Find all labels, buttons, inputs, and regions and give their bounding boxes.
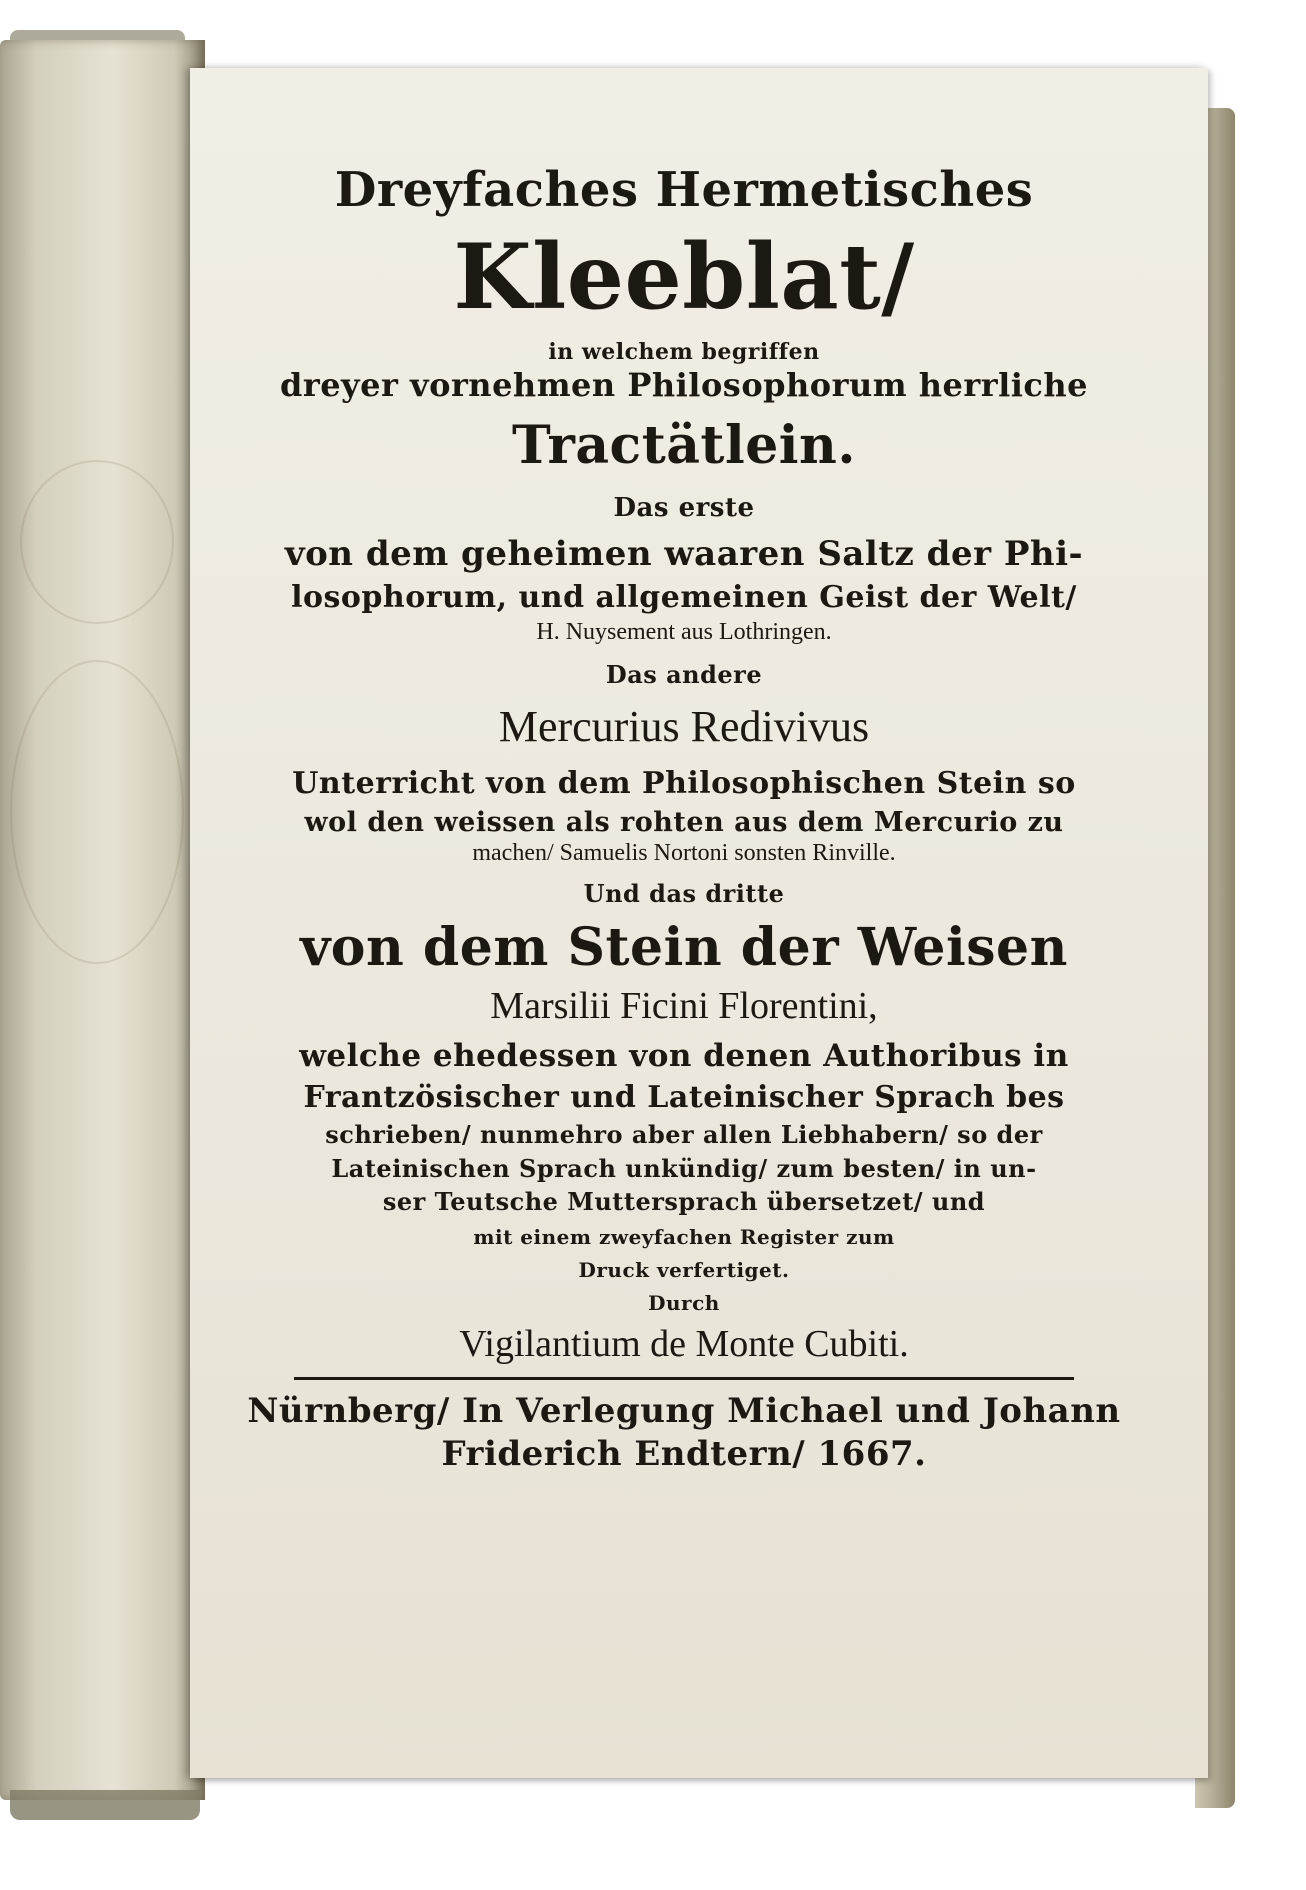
second-desc-c: machen/ Samuelis Nortoni sonsten Rinville. [472, 840, 896, 867]
bleed-through-ornament [20, 460, 174, 624]
second-heading: Das andere [605, 659, 763, 689]
title-page-text [235, 158, 1133, 1474]
main-title: Kleeblat/ [453, 224, 915, 331]
description-g: Druck verfertiget. [578, 1257, 790, 1282]
tractaetlein-heading: Tractätlein. [512, 414, 856, 476]
third-author: Marsilii Ficini Florentini, [490, 985, 878, 1028]
bleed-through-seal [10, 660, 184, 964]
first-title-b: losophorum, und allgemeinen Geist der Welt/ [291, 579, 1077, 615]
second-title: Mercurius Redivivus [498, 702, 870, 752]
subtitle-small: in welchem begriffen [548, 338, 820, 365]
description-c: schrieben/ nunmehro aber allen Liebhabern/ so der [325, 1120, 1043, 1150]
description-a: welche ehedessen von denen Authoribus in [299, 1038, 1069, 1075]
first-author: H. Nuysement aus Lothringen. [536, 619, 832, 646]
author-name: Vigilantium de Monte Cubiti. [459, 1322, 909, 1365]
third-title: von dem Stein der Weisen [300, 916, 1068, 978]
second-desc-b: wol den weissen als rohten aus dem Mercurio zu [304, 807, 1064, 839]
third-heading: Und das dritte [583, 878, 785, 908]
book-cover-bottom [10, 1790, 200, 1820]
first-title-a: von dem geheimen waaren Saltz der Phi- [284, 534, 1084, 575]
imprint-line-1: Nürnberg/ In Verlegung Michael und Johann [247, 1390, 1121, 1431]
title-line-1: Dreyfaches Hermetisches [334, 162, 1034, 218]
imprint-rule [294, 1377, 1074, 1380]
subtitle-line: dreyer vornehmen Philosophorum herrliche [279, 365, 1089, 404]
description-b: Frantzösischer und Lateinischer Sprach bes [303, 1079, 1065, 1115]
description-f: mit einem zweyfachen Register zum [473, 1224, 895, 1249]
by-line: Durch [648, 1290, 720, 1315]
imprint-line-2: Friderich Endtern/ 1667. [441, 1433, 927, 1474]
second-desc-a: Unterricht von dem Philosophischen Stein so [292, 765, 1076, 801]
description-e: ser Teutsche Muttersprach übersetzet/ und [382, 1187, 986, 1217]
left-page [0, 40, 205, 1800]
description-d: Lateinischen Sprach unkündig/ zum besten/ in un- [331, 1153, 1037, 1183]
first-heading: Das erste [613, 492, 755, 523]
title-page [190, 68, 1208, 1778]
